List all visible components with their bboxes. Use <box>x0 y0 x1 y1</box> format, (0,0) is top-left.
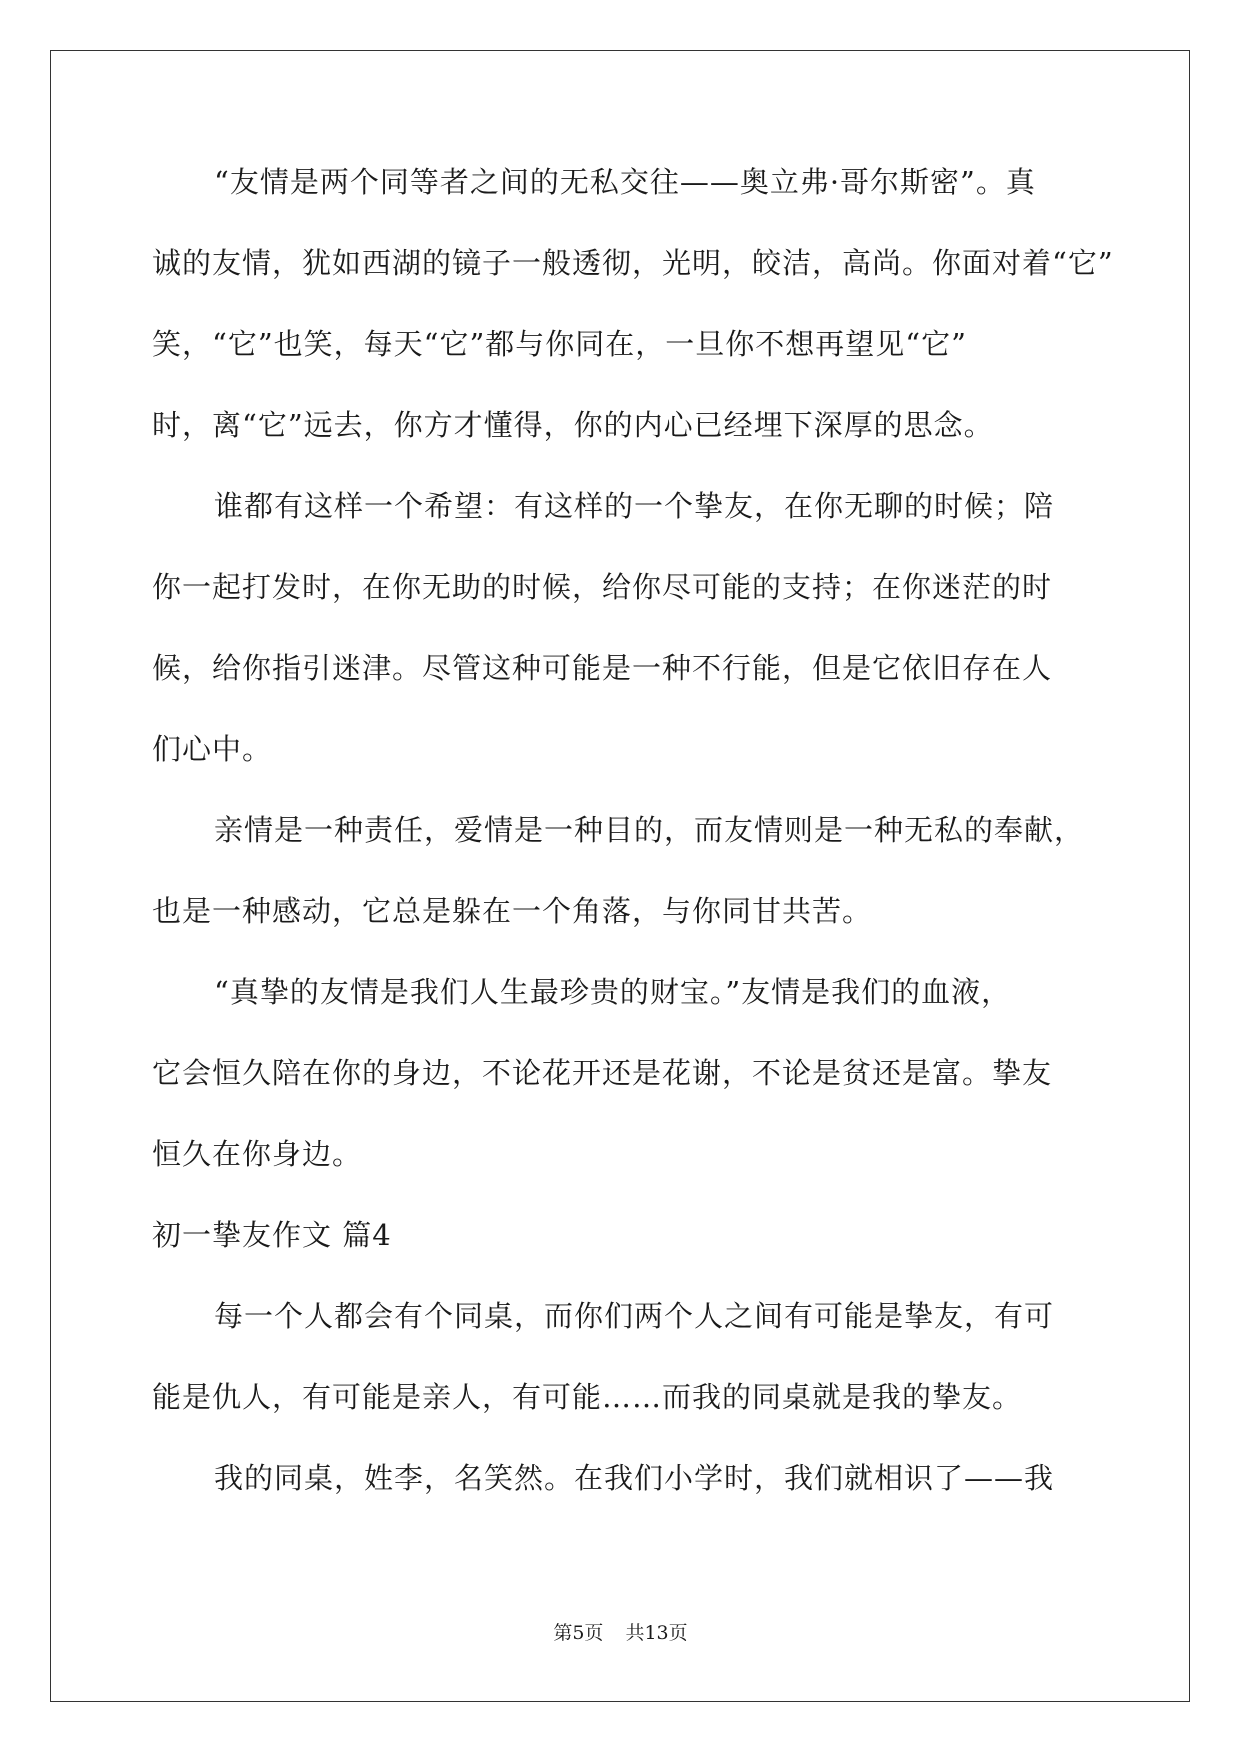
paragraph-line: 它会恒久陪在你的身边，不论花开还是花谢，不论是贫还是富。挚友 <box>152 1056 1053 1090</box>
section-heading: 初一挚友作文 篇4 <box>152 1218 392 1252</box>
paragraph-line: 们心中。 <box>152 732 273 766</box>
paragraph-line: 恒久在你身边。 <box>152 1137 363 1171</box>
paragraph-line: 也是一种感动，它总是躲在一个角落，与你同甘共苦。 <box>152 894 873 928</box>
paragraph-line: “真挚的友情是我们人生最珍贵的财宝。”友情是我们的血液， <box>214 975 1012 1009</box>
page-total: 共13页 <box>625 1622 688 1644</box>
paragraph-line: 诚的友情，犹如西湖的镜子一般透彻，光明，皎洁，高尚。你面对着“它” <box>152 246 1114 280</box>
page-number: 第5页 <box>553 1622 604 1644</box>
paragraph-line: 候，给你指引迷津。尽管这种可能是一种不行能，但是它依旧存在人 <box>152 651 1053 685</box>
paragraph-line: 你一起打发时，在你无助的时候，给你尽可能的支持；在你迷茫的时 <box>152 570 1053 604</box>
paragraph-line: 我的同桌，姓李，名笑然。在我们小学时，我们就相识了——我 <box>214 1461 1055 1495</box>
document-body <box>152 160 1114 1537</box>
paragraph-line: 笑，“它”也笑，每天“它”都与你同在，一旦你不想再望见“它” <box>152 327 967 361</box>
paragraph-line: “友情是两个同等者之间的无私交往——奥立弗·哥尔斯密”。真 <box>214 165 1036 199</box>
paragraph-line: 每一个人都会有个同桌，而你们两个人之间有可能是挚友，有可 <box>214 1299 1055 1333</box>
paragraph-line: 谁都有这样一个希望：有这样的一个挚友，在你无聊的时候；陪 <box>214 489 1055 523</box>
paragraph-line: 时，离“它”远去，你方才懂得，你的内心已经埋下深厚的思念。 <box>152 408 994 442</box>
page-footer <box>0 1618 1241 1645</box>
paragraph-line: 能是仇人，有可能是亲人，有可能……而我的同桌就是我的挚友。 <box>152 1380 1023 1414</box>
paragraph-line: 亲情是一种责任，爱情是一种目的，而友情则是一种无私的奉献， <box>214 813 1085 847</box>
